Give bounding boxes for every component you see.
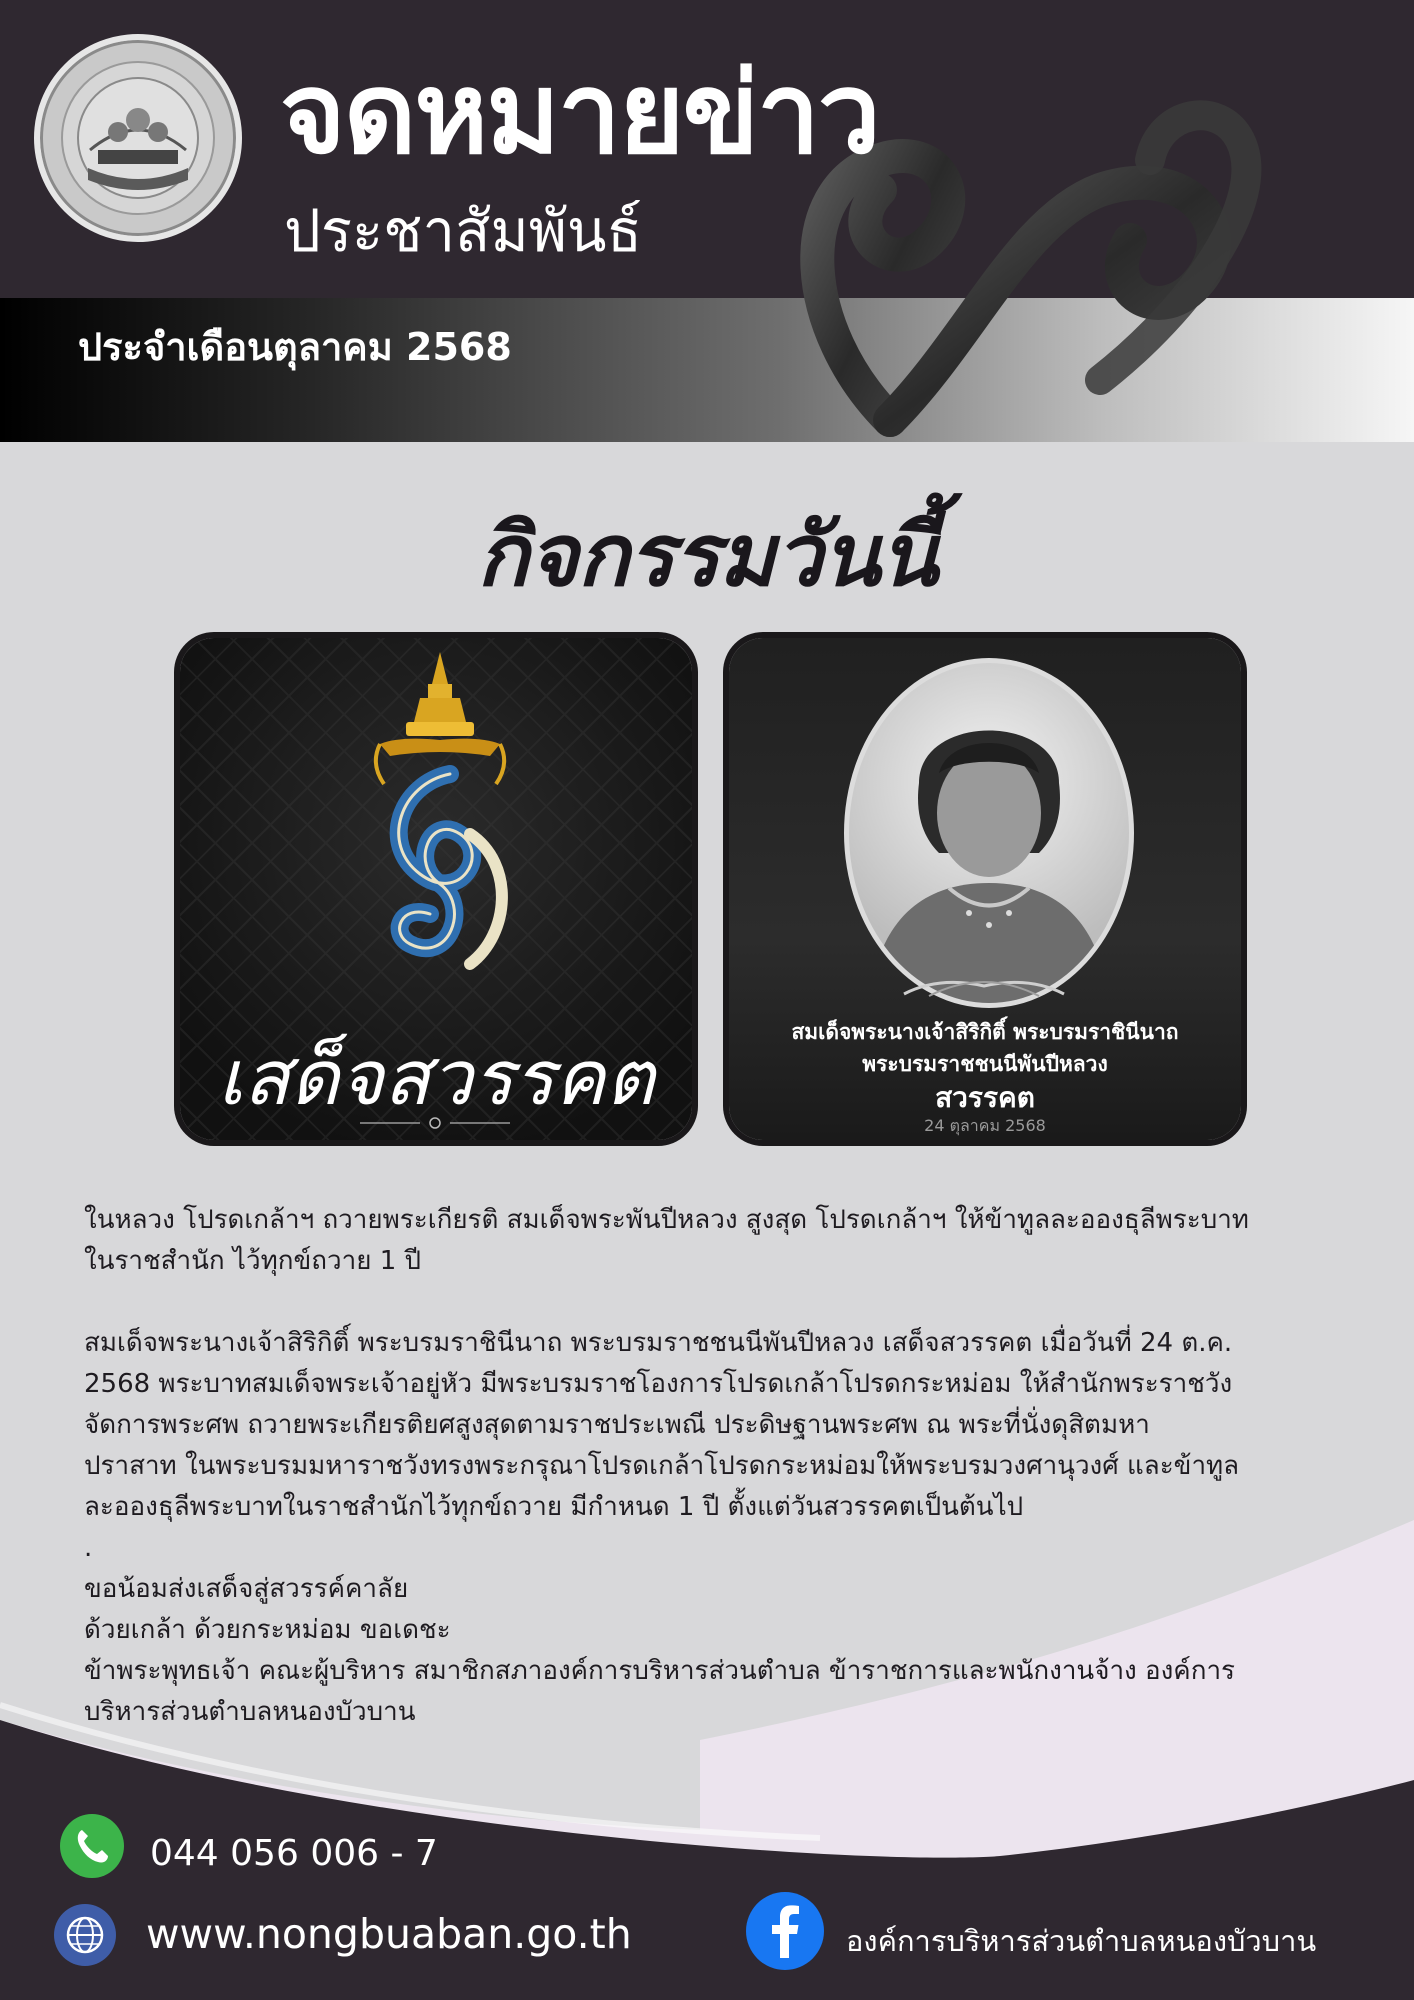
mourning-card-left — [180, 638, 692, 1140]
globe-icon[interactable] — [54, 1904, 116, 1966]
paragraph-line: สมเด็จพระนางเจ้าสิริกิติ์ พระบรมราชินีนาถ พระบรมราชชนนีพันปีหลวง เสด็จสวรรคต เมื่อวันที่ 24 ต.ค. — [84, 1328, 1233, 1358]
article-body — [84, 1200, 1364, 1733]
phone-icon[interactable] — [60, 1814, 124, 1878]
paragraph-line: ข้าพระพุทธเจ้า คณะผู้บริหาร สมาชิกสภาองค์การบริหารส่วนตำบล ข้าราชการและพนักงานจ้าง องค์การ — [84, 1656, 1236, 1686]
newsletter-subtitle: ประชาสัมพันธ์ — [284, 197, 642, 265]
paragraph-separator: . — [84, 1533, 93, 1563]
royal-cipher-icon — [340, 644, 540, 1064]
facebook-icon[interactable] — [746, 1892, 824, 1970]
frame-ornament — [899, 966, 1069, 1002]
caption-date: 24 ตุลาคม 2568 — [924, 1116, 1046, 1135]
flourish-divider — [360, 1116, 510, 1130]
facebook-page-name[interactable]: องค์การบริหารส่วนตำบลหนองบัวบาน — [846, 1924, 1317, 1958]
newsletter-title: จดหมายข่าว — [280, 49, 879, 179]
portrait-image — [844, 658, 1134, 1008]
issue-month-label: ประจำเดือนตุลาคม 2568 — [78, 325, 512, 369]
section-heading: กิจกรรมวันนี้ — [476, 506, 938, 606]
paragraph-line: ขอน้อมส่งเสด็จสู่สวรรค์คาลัย — [84, 1574, 409, 1604]
municipal-seal-icon — [34, 34, 242, 242]
caption-name: สมเด็จพระนางเจ้าสิริกิติ์ พระบรมราชินีนาถ — [791, 1020, 1179, 1044]
paragraph-line: ละอองธุลีพระบาทในราชสำนักไว้ทุกข์ถวาย มีกำหนด 1 ปี ตั้งแต่วันสวรรคตเป็นต้นไป — [84, 1492, 1024, 1522]
caption-title: พระบรมราชชนนีพันปีหลวง — [862, 1052, 1108, 1076]
mourning-card-right — [729, 638, 1241, 1140]
website-link[interactable]: www.nongbuaban.go.th — [146, 1910, 632, 1958]
paragraph-line: 2568 พระบาทสมเด็จพระเจ้าอยู่หัว มีพระบรมราชโองการโปรดเกล้าโปรดกระหม่อม ให้สำนักพระราชวัง — [84, 1369, 1233, 1399]
caption-status: สวรรคต — [935, 1081, 1035, 1114]
paragraph-line: จัดการพระศพ ถวายพระเกียรติยศสูงสุดตามราชประเพณี ประดิษฐานพระศพ ณ พระที่นั่งดุสิตมหา — [84, 1410, 1150, 1440]
paragraph-line: ในราชสำนัก ไว้ทุกข์ถวาย 1 ปี — [84, 1246, 422, 1276]
paragraph-line: บริหารส่วนตำบลหนองบัวบาน — [84, 1697, 416, 1727]
passed-away-text: เสด็จสวรรคต — [217, 1033, 655, 1122]
paragraph-line: ด้วยเกล้า ด้วยกระหม่อม ขอเดชะ — [84, 1615, 451, 1645]
phone-number[interactable]: 044 056 006 - 7 — [150, 1833, 438, 1874]
paragraph-line: ปราสาท ในพระบรมมหาราชวังทรงพระกรุณาโปรดเกล้าโปรดกระหม่อมให้พระบรมวงศานุวงศ์ และข้าทูล — [84, 1451, 1240, 1481]
paragraph-line: ในหลวง โปรดเกล้าฯ ถวายพระเกียรติ สมเด็จพระพันปีหลวง สูงสุด โปรดเกล้าฯ ให้ข้าทูลละอองธุลีพระบาท — [84, 1205, 1249, 1235]
